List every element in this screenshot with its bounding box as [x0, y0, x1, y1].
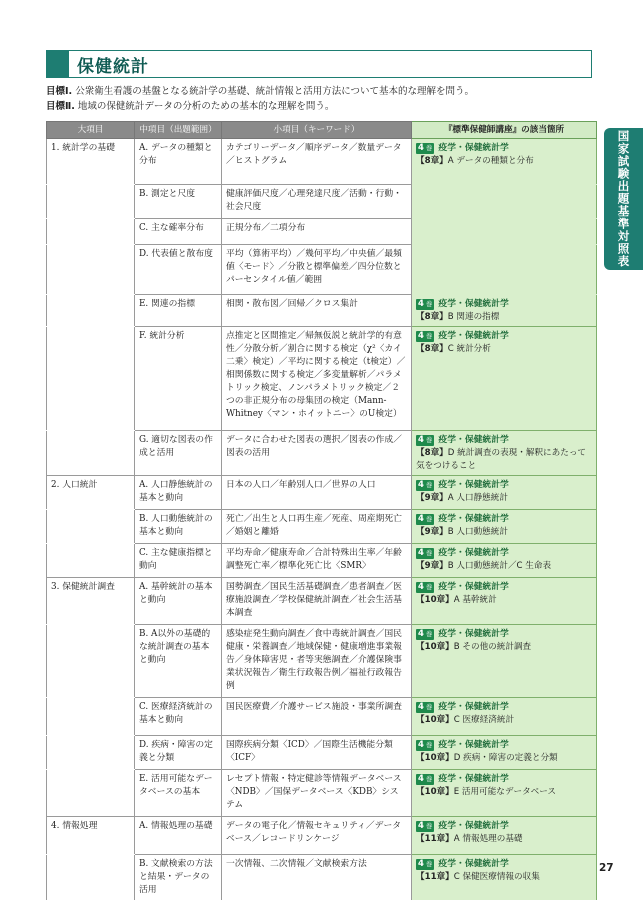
chapter-label: 【8章】: [416, 344, 448, 354]
section-label: A データの種類と分布: [447, 156, 534, 166]
chapter-label: 【11章】: [416, 872, 454, 882]
reference-section: [416, 492, 592, 505]
table-row: [47, 855, 597, 900]
cell-mid: A. データの種類と分布: [135, 139, 222, 185]
section-label: A 人口静態統計: [447, 493, 508, 503]
section-label: B 人口動態統計: [447, 527, 508, 537]
reference-section: [416, 786, 592, 799]
reference-section: [416, 641, 592, 654]
cell-mid: A. 基幹統計の基本と動向: [135, 578, 222, 625]
chapter-label: 【10章】: [416, 595, 454, 605]
cell-major: 2. 人口統計: [47, 476, 135, 510]
reference-section: [416, 833, 592, 846]
volume-badge: 4 巻: [418, 331, 433, 341]
chapter-label: 【10章】: [416, 642, 454, 652]
cell-small: 点推定と区間推定／帰無仮説と統計学的有意性／分散分析／割合に関する検定（χ²〈カイ二乗〉検定）／平均に関する検定（t検定）／相関係数に関する検定／多変量解析／パラメトリック検定、ノンパラメトリック検定／２つの非正規分布の母集団の検定（Mann-Whitney〈マン・ホイットニー〉のU検定）: [222, 327, 412, 431]
reference-book-line: [416, 479, 592, 492]
volume-badge: 4 巻: [418, 740, 433, 750]
book-title: 疫学・保健統計学: [438, 582, 509, 592]
volume-badge: 4 巻: [418, 514, 433, 524]
reference-book-line: [416, 298, 592, 311]
cell-reference: [412, 327, 597, 431]
section-label: B 人口動態統計／C 生命表: [447, 561, 552, 571]
book-title: 疫学・保健統計学: [438, 331, 509, 341]
page-number: 27: [599, 862, 614, 874]
cell-small: 日本の人口／年齢別人口／世界の人口: [222, 476, 412, 510]
cell-major: [47, 544, 135, 578]
cell-major: 4. 情報処理: [47, 817, 135, 855]
table-row: [47, 185, 597, 219]
book-title: 疫学・保健統計学: [438, 435, 509, 445]
table-row: [47, 544, 597, 578]
cell-major: [47, 855, 135, 900]
section-label: C 医療経済統計: [453, 715, 515, 725]
reference-book-line: [416, 858, 592, 871]
cell-small: 健康評価尺度／心理発達尺度／活動・行動・社会尺度: [222, 185, 412, 219]
cell-major: [47, 736, 135, 770]
cell-reference: [412, 698, 597, 736]
volume-badge: 4 巻: [418, 480, 433, 490]
reference-section: [416, 447, 592, 473]
reference-section: [416, 526, 592, 539]
chapter-label: 【9章】: [416, 561, 448, 571]
cell-mid: G. 適切な図表の作成と活用: [135, 431, 222, 476]
table-row: [47, 245, 597, 295]
cell-mid: D. 代表値と散布度: [135, 245, 222, 295]
cell-small: 平均（算術平均）／幾何平均／中央値／最頻値〈モード〉／分散と標準偏差／四分位数とパーセンタイル値／範囲: [222, 245, 412, 295]
table-body: [47, 139, 597, 900]
volume-badge: 4 巻: [418, 299, 433, 309]
cell-reference: [412, 295, 597, 327]
volume-badge: 4 巻: [418, 582, 433, 592]
book-title: 疫学・保健統計学: [438, 143, 509, 153]
objective-1: 目標Ⅰ. 公衆衛生看護の基盤となる統計学の基礎、統計情報と活用方法について基本的な理解を問う。: [46, 86, 474, 97]
cell-mid: C. 主な確率分布: [135, 219, 222, 245]
reference-book-line: [416, 773, 592, 786]
cell-reference: [412, 544, 597, 578]
section-title-bar: [46, 50, 592, 78]
cell-small: 国際疾病分類〈ICD〉／国際生活機能分類〈ICF〉: [222, 736, 412, 770]
table-row: [47, 736, 597, 770]
cell-reference: [412, 245, 597, 295]
cell-small: 相関・散布図／回帰／クロス集計: [222, 295, 412, 327]
cell-mid: E. 関連の指標: [135, 295, 222, 327]
chapter-label: 【11章】: [416, 834, 454, 844]
cell-small: 感染症発生動向調査／食中毒統計調査／国民健康・栄養調査／地域保健・健康増進事業報告／身体障害児・者等実態調査／介護保険事業状況報告／衛生行政報告例／福祉行政報告例: [222, 625, 412, 698]
exam-criteria-table: [46, 121, 597, 900]
cell-reference: [412, 139, 597, 185]
header-major: 大項目: [47, 122, 135, 139]
book-title: 疫学・保健統計学: [438, 821, 509, 831]
cell-major: [47, 295, 135, 327]
cell-small: データの電子化／情報セキュリティ／データベース／レコードリンケージ: [222, 817, 412, 855]
cell-small: 一次情報、二次情報／文献検索方法: [222, 855, 412, 900]
cell-major: [47, 431, 135, 476]
chapter-label: 【9章】: [416, 493, 448, 503]
cell-major: [47, 219, 135, 245]
section-label: C 保健医療情報の収集: [453, 872, 540, 882]
cell-mid: C. 医療経済統計の基本と動向: [135, 698, 222, 736]
cell-reference: [412, 476, 597, 510]
reference-book-line: [416, 330, 592, 343]
cell-small: 国勢調査／国民生活基礎調査／患者調査／医療施設調査／学校保健統計調査／社会生活基本調査: [222, 578, 412, 625]
reference-section: [416, 155, 592, 168]
table-row: [47, 327, 597, 431]
objectives: [46, 84, 606, 114]
cell-small: 正規分布／二項分布: [222, 219, 412, 245]
volume-badge: 4 巻: [418, 435, 433, 445]
cell-mid: B. 測定と尺度: [135, 185, 222, 219]
volume-badge: 4 巻: [418, 774, 433, 784]
cell-reference: [412, 855, 597, 900]
section-label: D 統計調査の表現・解釈にあたって気をつけること: [416, 448, 587, 471]
volume-badge: 4 巻: [418, 702, 433, 712]
reference-book-line: [416, 142, 592, 155]
cell-major: [47, 770, 135, 817]
book-title: 疫学・保健統計学: [438, 514, 509, 524]
cell-mid: D. 疾病・障害の定義と分類: [135, 736, 222, 770]
cell-mid: F. 統計分析: [135, 327, 222, 431]
cell-major: [47, 185, 135, 219]
cell-reference: [412, 625, 597, 698]
reference-section: [416, 594, 592, 607]
chapter-label: 【10章】: [416, 753, 454, 763]
cell-major: [47, 698, 135, 736]
section-label: E 活用可能なデータベース: [453, 787, 557, 797]
header-mid: 中項目（出題範囲）: [135, 122, 222, 139]
reference-section: [416, 871, 592, 884]
reference-book-line: [416, 513, 592, 526]
cell-small: 死亡／出生と人口再生産／死産、周産期死亡／婚姻と離婚: [222, 510, 412, 544]
table-row: [47, 219, 597, 245]
reference-section: [416, 714, 592, 727]
header-reference: 『標準保健師講座』の該当箇所: [412, 122, 597, 139]
book-title: 疫学・保健統計学: [438, 740, 509, 750]
reference-book-line: [416, 739, 592, 752]
book-title: 疫学・保健統計学: [438, 859, 509, 869]
table-row: [47, 510, 597, 544]
cell-reference: [412, 510, 597, 544]
volume-badge: 4 巻: [418, 548, 433, 558]
cell-small: レセプト情報・特定健診等情報データベース〈NDB〉／国保データベース〈KDB〉システム: [222, 770, 412, 817]
table-row: [47, 295, 597, 327]
book-title: 疫学・保健統計学: [438, 480, 509, 490]
title-accent-block: [47, 51, 69, 77]
chapter-label: 【10章】: [416, 787, 454, 797]
book-title: 疫学・保健統計学: [438, 702, 509, 712]
book-title: 疫学・保健統計学: [438, 299, 509, 309]
reference-section: [416, 560, 592, 573]
reference-section: [416, 343, 592, 356]
table-header-row: [47, 122, 597, 139]
cell-small: 平均寿命／健康寿命／合計特殊出生率／年齢調整死亡率／標準化死亡比〈SMR〉: [222, 544, 412, 578]
reference-section: [416, 311, 592, 324]
cell-major: [47, 327, 135, 431]
volume-badge: 4 巻: [418, 859, 433, 869]
cell-mid: C. 主な健康指標と動向: [135, 544, 222, 578]
table-row: [47, 578, 597, 625]
volume-badge: 4 巻: [418, 143, 433, 153]
chapter-label: 【8章】: [416, 312, 448, 322]
cell-mid: B. 文献検索の方法と結果・データの活用: [135, 855, 222, 900]
chapter-label: 【8章】: [416, 156, 448, 166]
chapter-label: 【10章】: [416, 715, 454, 725]
table-row: [47, 625, 597, 698]
cell-mid: B. 人口動態統計の基本と動向: [135, 510, 222, 544]
book-title: 疫学・保健統計学: [438, 629, 509, 639]
section-label: A 情報処理の基礎: [453, 834, 523, 844]
cell-small: 国民医療費／介護サービス施設・事業所調査: [222, 698, 412, 736]
reference-book-line: [416, 547, 592, 560]
volume-badge: 4 巻: [418, 821, 433, 831]
cell-major: 1. 統計学の基礎: [47, 139, 135, 185]
book-title: 疫学・保健統計学: [438, 548, 509, 558]
book-title: 疫学・保健統計学: [438, 774, 509, 784]
side-index-tab[interactable]: 国家試験出題基準対照表: [604, 128, 643, 270]
cell-reference: [412, 578, 597, 625]
section-label: C 統計分析: [447, 344, 491, 354]
reference-book-line: [416, 701, 592, 714]
reference-book-line: [416, 820, 592, 833]
header-small: 小項目（キーワード）: [222, 122, 412, 139]
section-label: B 関連の指標: [447, 312, 500, 322]
cell-mid: A. 人口静態統計の基本と動向: [135, 476, 222, 510]
cell-reference: [412, 770, 597, 817]
objective-2: 目標Ⅱ. 地域の保健統計データの分析のための基本的な理解を問う。: [46, 101, 335, 112]
table-row: [47, 139, 597, 185]
cell-major: [47, 245, 135, 295]
cell-reference: [412, 736, 597, 770]
cell-major: [47, 510, 135, 544]
cell-mid: B. A以外の基礎的な統計調査の基本と動向: [135, 625, 222, 698]
reference-book-line: [416, 628, 592, 641]
cell-mid: A. 情報処理の基礎: [135, 817, 222, 855]
cell-small: データに合わせた図表の選択／図表の作成／図表の活用: [222, 431, 412, 476]
section-label: D 疾病・障害の定義と分類: [453, 753, 558, 763]
section-label: A 基幹統計: [453, 595, 497, 605]
cell-reference: [412, 185, 597, 219]
cell-small: カテゴリーデータ／順序データ／数量データ／ヒストグラム: [222, 139, 412, 185]
reference-book-line: [416, 581, 592, 594]
table-row: [47, 476, 597, 510]
table-row: [47, 431, 597, 476]
cell-major: 3. 保健統計調査: [47, 578, 135, 625]
table-row: [47, 770, 597, 817]
section-label: B その他の統計調査: [453, 642, 532, 652]
cell-reference: [412, 431, 597, 476]
cell-reference: [412, 817, 597, 855]
cell-mid: E. 活用可能なデータベースの基本: [135, 770, 222, 817]
cell-reference: [412, 219, 597, 245]
table-row: [47, 817, 597, 855]
volume-badge: 4 巻: [418, 629, 433, 639]
page-title: 保健統計: [77, 56, 149, 77]
chapter-label: 【8章】: [416, 448, 448, 458]
table-row: [47, 698, 597, 736]
reference-book-line: [416, 434, 592, 447]
reference-section: [416, 752, 592, 765]
chapter-label: 【9章】: [416, 527, 448, 537]
cell-major: [47, 625, 135, 698]
